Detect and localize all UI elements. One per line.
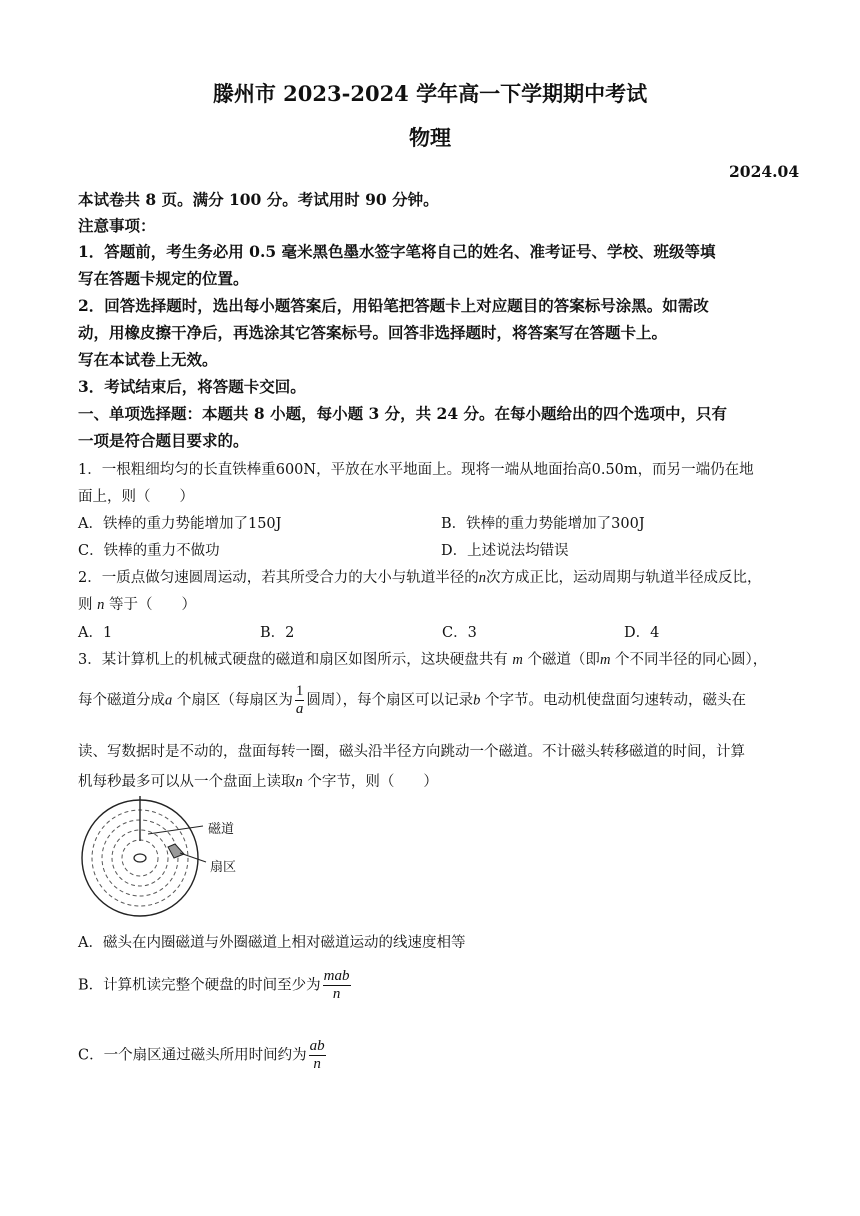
q3-fraction-1-over-a xyxy=(295,683,305,718)
notice-1b: 写在答题卡规定的位置。 xyxy=(78,269,249,288)
q3-l4b: 个字节，则（ ） xyxy=(307,774,438,790)
q1-stem-line2: 面上，则（ ） xyxy=(78,489,194,505)
q3-option-c-denominator: n xyxy=(309,1055,326,1073)
q3-stem-line2 xyxy=(78,683,746,718)
q2-stem-c2: 等于（ ） xyxy=(108,597,196,613)
subject-title: 物理 xyxy=(409,125,451,150)
section-heading-b: 一项是符合题目要求的。 xyxy=(78,431,249,450)
q3-option-a: A．磁头在内圈磁道与外圈磁道上相对磁道运动的线速度相等 xyxy=(78,935,466,951)
q3-option-c-text: C．一个扇区通过磁头所用时间约为 xyxy=(78,1047,307,1064)
q1-option-b xyxy=(441,512,645,533)
q3-l2d: 个字节。电动机使盘面匀速转动，磁头在 xyxy=(484,692,746,709)
exam-date: 2024.04 xyxy=(729,162,800,181)
q2-option-a: A．1 xyxy=(78,625,113,641)
q3-stem-line3: 读、写数据时是不动的，盘面每转一圈，磁头沿半径方向跳动一个磁道。不计磁头转移磁道的时间，计算 xyxy=(78,744,745,760)
section-heading-a: 一、单项选择题：本题共 8 小题，每小题 3 分，共 24 分。在每小题给出的四个选项中，只有 xyxy=(78,404,728,423)
q3-l2a: 每个磁道分成 xyxy=(78,692,165,709)
q2-stem-b: 次方成正比，运动周期与轨道半径成反比， xyxy=(485,570,762,586)
notice-2b: 动，用橡皮擦干净后，再选涂其它答案标号。回答非选择题时，将答案写在答题卡上。 xyxy=(78,323,668,342)
notice-1a: 1．答题前，考生务必用 0.5 毫米黑色墨水签字笔将自己的姓名、准考证号、学校、班级等填 xyxy=(78,242,716,261)
q2-stem-line2 xyxy=(78,593,196,614)
notice-title: 注意事项： xyxy=(78,216,156,235)
q1-option-d: D．上述说法均错误 xyxy=(441,543,569,559)
track-label-leader xyxy=(148,826,203,834)
q1-stem-a: 1．一根粗细均匀的长直铁棒重 xyxy=(78,462,276,478)
q3-l4a: 机每秒最多可以从一个盘面上读取 xyxy=(78,774,296,790)
figure-label-sector: 扇区 xyxy=(210,860,237,875)
q1-height: 0.50m xyxy=(591,462,638,478)
q3-option-c-numerator: ab xyxy=(309,1038,325,1054)
q1-option-b-text: B．铁棒的重力势能增加了 xyxy=(441,516,612,532)
q3-option-b xyxy=(78,968,353,1003)
notice-2c: 写在本试卷上无效。 xyxy=(78,350,218,369)
q3-l2c: 圆周），每个扇区可以记录 xyxy=(306,692,474,709)
q1-option-a-value: 150J xyxy=(247,516,282,532)
q3-fraction-denominator: a xyxy=(295,701,304,717)
q3-m-variable: m xyxy=(512,652,523,668)
exam-title: 滕州市 2023-2024 学年高一下学期期中考试 xyxy=(212,81,648,106)
q3-l1b: 个磁道（即 xyxy=(527,652,600,668)
q3-stem-line4 xyxy=(78,770,438,791)
sector-label-leader xyxy=(180,853,206,862)
q1-stem-c: ，而另一端仍在地 xyxy=(637,462,754,478)
q3-fraction-numerator: 1 xyxy=(295,683,304,699)
q3-n-variable: n xyxy=(295,774,303,790)
notice-2a: 2．回答选择题时，选出每小题答案后，用铅笔把答题卡上对应题目的答案标号涂黑。如需改 xyxy=(78,296,709,315)
notice-3: 3．考试结束后，将答题卡交回。 xyxy=(78,377,306,396)
q1-stem-line1 xyxy=(78,458,754,479)
q3-m-variable-2: m xyxy=(599,652,611,668)
q1-option-a xyxy=(78,512,281,533)
q3-l1a: 3．某计算机上的机械式硬盘的磁道和扇区如图所示，这块硬盘共有 xyxy=(78,652,508,668)
q2-stem-a: 2．一质点做匀速圆周运动，若其所受合力的大小与轨道半径的 xyxy=(78,570,479,586)
q3-option-b-text: B．计算机读完整个硬盘的时间至少为 xyxy=(78,977,321,994)
q2-n-variable-2: n xyxy=(97,597,105,613)
q2-option-c: C．3 xyxy=(442,625,477,641)
q1-option-a-text: A．铁棒的重力势能增加了 xyxy=(78,516,248,532)
q3-l1c: 个不同半径的同心圆）， xyxy=(615,652,768,668)
q1-weight: 600N xyxy=(275,462,317,478)
q1-stem-b: ，平放在水平地面上。现将一端从地面抬高 xyxy=(316,462,592,478)
q2-n-variable: n xyxy=(478,570,486,586)
q2-option-d: D．4 xyxy=(624,625,660,641)
q3-a-variable: a xyxy=(165,692,173,709)
exam-info: 本试卷共 8 页。满分 100 分。考试用时 90 分钟。 xyxy=(78,190,439,209)
q1-option-c: C．铁棒的重力不做功 xyxy=(78,543,220,559)
disk-spindle xyxy=(134,854,146,862)
q3-option-b-denominator: n xyxy=(323,985,351,1003)
q1-option-b-value: 300J xyxy=(611,516,645,532)
sector-block xyxy=(168,844,184,858)
q3-option-b-fraction xyxy=(323,968,351,1003)
q2-option-b: B．2 xyxy=(260,625,295,641)
q3-b-variable: b xyxy=(473,692,481,709)
q2-stem-c1: 则 xyxy=(78,597,93,613)
q3-stem-line1 xyxy=(78,648,767,669)
q3-l2b: 个扇区（每扇区为 xyxy=(176,692,293,709)
q3-option-c xyxy=(78,1038,328,1073)
q3-option-b-numerator: mab xyxy=(323,968,350,984)
q3-option-c-fraction xyxy=(309,1038,326,1073)
figure-label-track: 磁道 xyxy=(208,822,235,837)
q2-stem-line1 xyxy=(78,566,761,587)
